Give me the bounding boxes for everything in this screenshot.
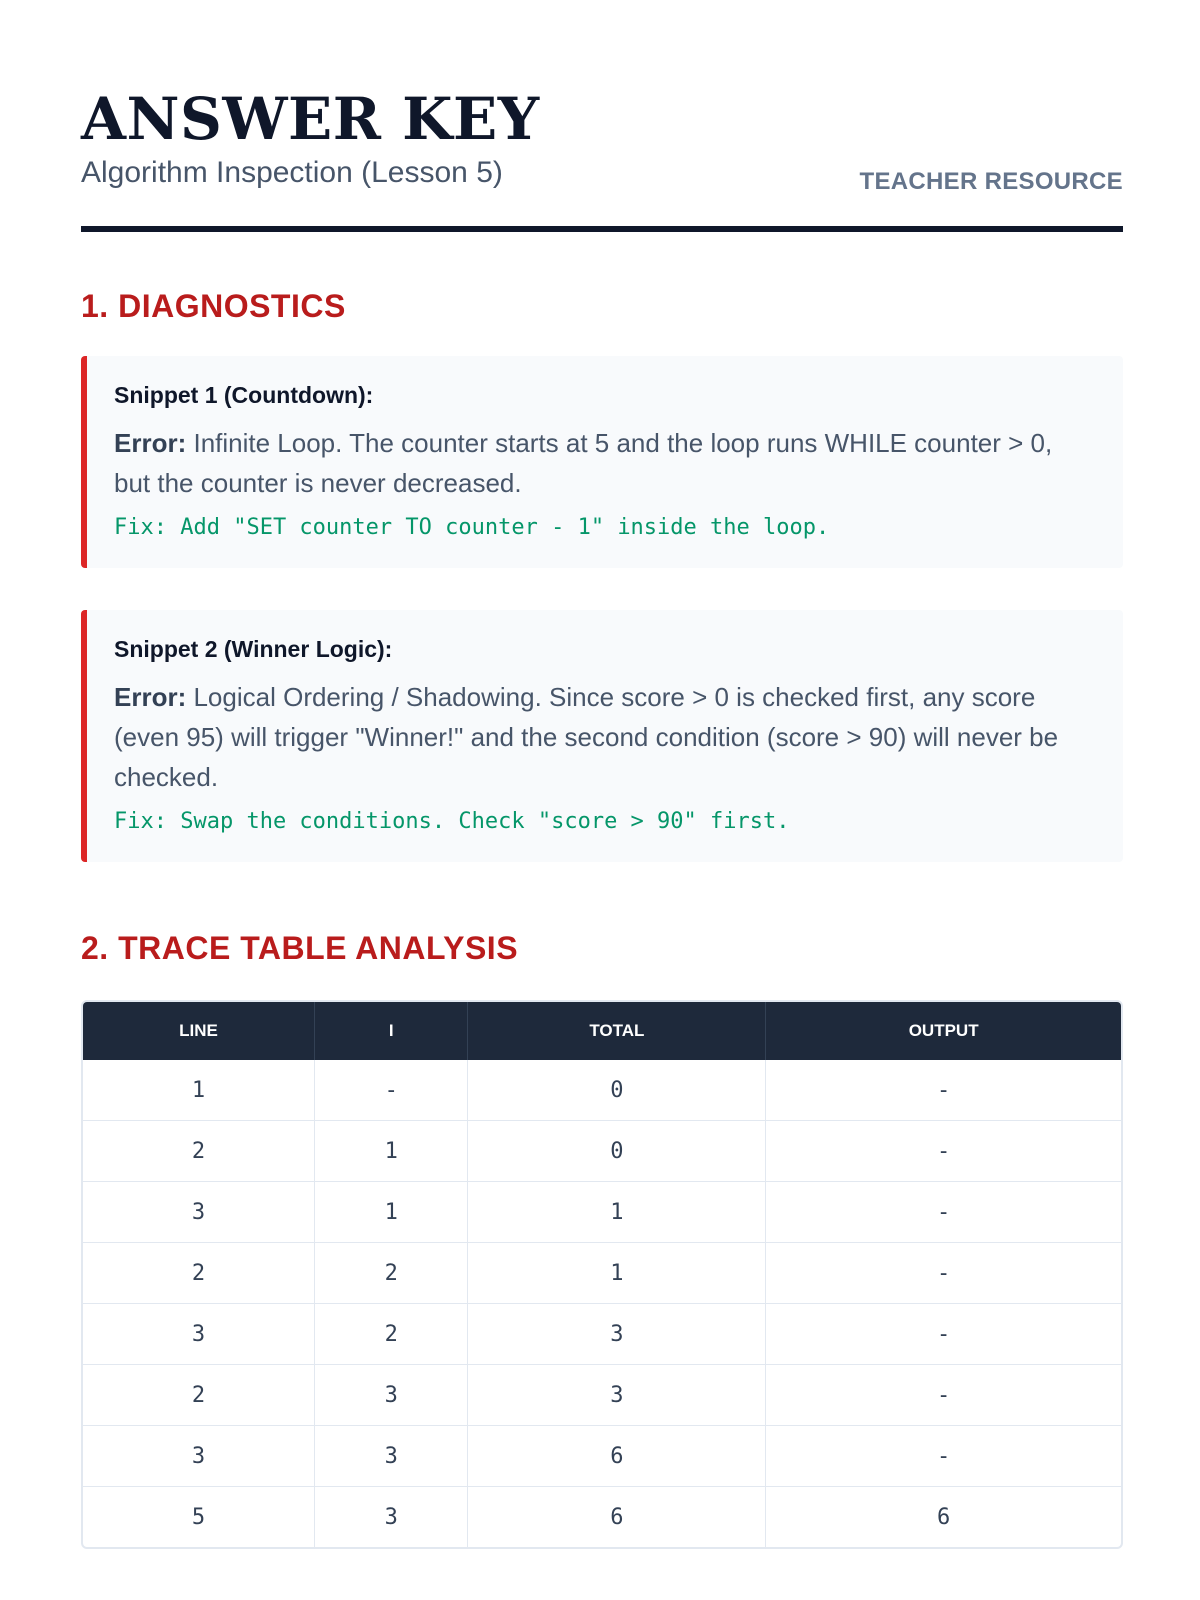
cell-total: 6 <box>468 1425 766 1486</box>
answer-key-page <box>81 0 1123 1549</box>
error-text: Logical Ordering / Shadowing. Since score > 0 is checked first, any score (even 95) will trigger "Winner!" and the second condition (score > 90) will never be checked. <box>114 682 1059 792</box>
cell-i: 3 <box>315 1364 468 1425</box>
column-header-i: I <box>315 1002 468 1060</box>
column-header-line: LINE <box>83 1002 315 1060</box>
snippet-card-countdown <box>81 356 1123 568</box>
cell-line: 2 <box>83 1242 315 1303</box>
cell-total: 0 <box>468 1060 766 1120</box>
cell-i: 3 <box>315 1486 468 1547</box>
header-divider <box>81 226 1123 232</box>
cell-line: 1 <box>83 1060 315 1120</box>
cell-output: - <box>766 1181 1121 1242</box>
error-label: Error: <box>114 682 187 712</box>
error-text: Infinite Loop. The counter starts at 5 and the loop runs WHILE counter > 0, but the counter is never decreased. <box>114 428 1053 498</box>
snippet-title: Snippet 1 (Countdown): <box>114 382 374 408</box>
page-subtitle: Algorithm Inspection (Lesson 5) <box>81 156 503 189</box>
cell-i: 1 <box>315 1120 468 1181</box>
trace-table <box>81 1000 1123 1549</box>
table-row <box>83 1364 1121 1425</box>
table-row <box>83 1242 1121 1303</box>
table-row <box>83 1303 1121 1364</box>
cell-line: 3 <box>83 1181 315 1242</box>
snippet-fix: Fix: Add "SET counter TO counter - 1" inside the loop. <box>114 515 830 540</box>
cell-i: - <box>315 1060 468 1120</box>
cell-output: 6 <box>766 1486 1121 1547</box>
error-label: Error: <box>114 428 187 458</box>
cell-total: 6 <box>468 1486 766 1547</box>
cell-total: 3 <box>468 1364 766 1425</box>
cell-total: 1 <box>468 1242 766 1303</box>
table-row <box>83 1181 1121 1242</box>
diagnostics-heading: 1. DIAGNOSTICS <box>81 288 346 324</box>
column-header-output: OUTPUT <box>766 1002 1121 1060</box>
snippet-title: Snippet 2 (Winner Logic): <box>114 636 393 662</box>
cell-total: 0 <box>468 1120 766 1181</box>
cell-i: 2 <box>315 1242 468 1303</box>
cell-output: - <box>937 1077 951 1103</box>
cell-i: 3 <box>315 1425 468 1486</box>
cell-line: 3 <box>83 1425 315 1486</box>
cell-output: - <box>766 1120 1121 1181</box>
cell-output: - <box>766 1303 1121 1364</box>
cell-line: 2 <box>83 1120 315 1181</box>
table-row <box>83 1060 1121 1120</box>
cell-total: 1 <box>468 1181 766 1242</box>
cell-output: - <box>766 1425 1121 1486</box>
table-row <box>83 1425 1121 1486</box>
snippet-fix: Fix: Swap the conditions. Check "score > 90" first. <box>114 809 790 834</box>
table-row <box>83 1120 1121 1181</box>
column-header-total: TOTAL <box>468 1002 766 1060</box>
cell-line: 5 <box>83 1486 315 1547</box>
snippet-card-winner-logic <box>81 610 1123 862</box>
cell-i: 1 <box>315 1181 468 1242</box>
cell-total: 3 <box>468 1303 766 1364</box>
table-row <box>83 1486 1121 1547</box>
cell-line: 2 <box>83 1364 315 1425</box>
page-header <box>81 85 1123 226</box>
snippet-error <box>114 677 1093 797</box>
resource-tag: TEACHER RESOURCE <box>859 168 1123 195</box>
cell-output: - <box>766 1242 1121 1303</box>
cell-line: 3 <box>83 1303 315 1364</box>
cell-i: 2 <box>315 1303 468 1364</box>
trace-table-heading: 2. TRACE TABLE ANALYSIS <box>81 930 519 966</box>
snippet-error <box>114 423 1093 503</box>
cell-output: - <box>766 1364 1121 1425</box>
table-header-row <box>83 1002 1121 1060</box>
page-title: ANSWER KEY <box>81 85 540 153</box>
